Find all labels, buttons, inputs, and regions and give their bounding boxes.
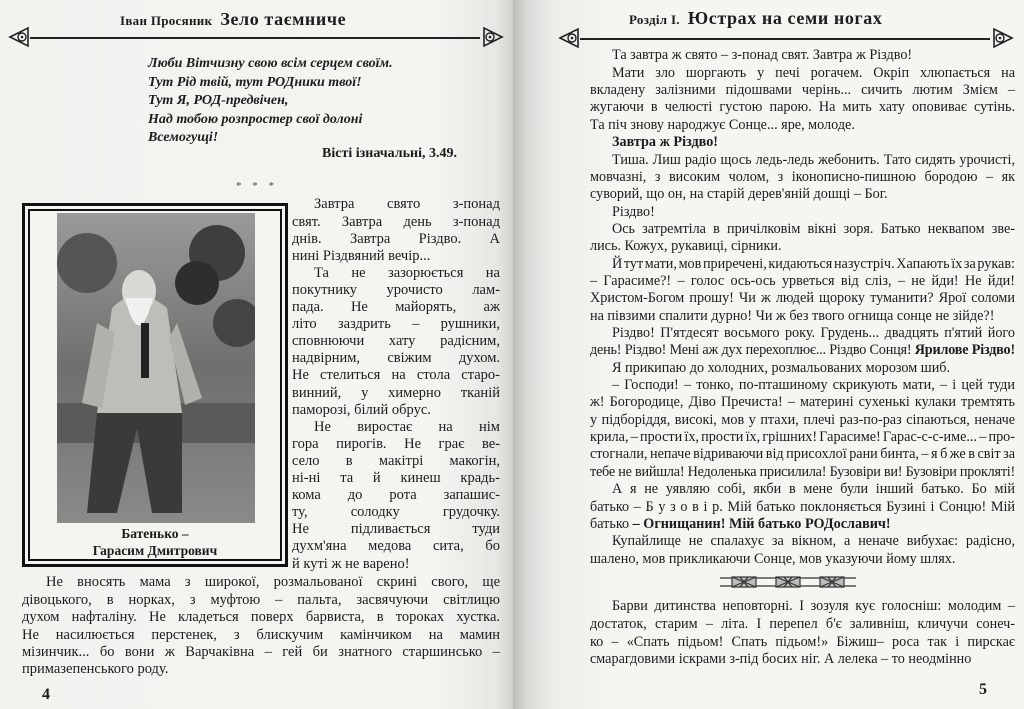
bold-text-run: – Огнищанин! Мій батько РОДославич! [632, 515, 891, 532]
text-line: мовчазні, з високим чолом, з іконописно-пишною бородою – як [590, 168, 1015, 185]
text-line: крила, – прости їх, прости їх, грішних! Гарасиме! Гарас-с-с-име... – про- [590, 429, 1015, 446]
header-chapter: Розділ І. [629, 12, 680, 27]
page-number: 5 [979, 681, 987, 698]
text-line: мізинчик... бо вони ж Варчаківна – гей би знатного старшинсько – [22, 644, 500, 660]
epigraph-line: Над тобою розпростер свої долоні [148, 111, 363, 127]
celtic-knot-ornament-icon [480, 26, 504, 48]
running-header [120, 9, 346, 30]
epigraph-source: Вісті ізначальні, 3.49. [322, 146, 457, 161]
bold-text-run: Ярилове Різдво! [914, 342, 1015, 359]
text-line [612, 134, 718, 151]
epigraph-line: Люби Вітчизну свою всім серцем своїм. [148, 56, 393, 71]
right-page [513, 0, 1024, 709]
text-line: Різдво! [612, 203, 655, 220]
text-line: Барви дитинства неповторні. І зозуля кує голосніш: молодим – [612, 598, 1015, 615]
text-line: покутнику урочисто лам- [292, 281, 500, 298]
text-line: лись. Кожух, рукавиці, сірники. [590, 238, 782, 255]
text-line: днів. Завтра Різдво. А [292, 230, 500, 247]
text-line [590, 342, 1015, 359]
text-line: Ось затремтіла в причілковім вікні зоря. Батько неквапом зве- [612, 220, 1015, 237]
section-separator: * * * [236, 180, 278, 192]
text-line: свят. Завтра день з-понад [292, 213, 500, 230]
photo-caption-line: Гарасим Дмитрович [92, 543, 218, 558]
text-line: село в макітрі макогін, [292, 452, 500, 469]
text-line: жугаючи в челюсті густою парою. На мить хату оповиває сутінь. [590, 99, 1015, 116]
text-line: шалено, мов прикликаючи Сонце, мов указуючи йому шлях. [590, 550, 956, 567]
text-line: Різдво! П'ятдесят восьмого року. Грудень... двадцять п'ятий його [612, 325, 1015, 341]
header-rule [580, 38, 990, 40]
text-line: нині Різдвяний вечір... [292, 247, 431, 264]
celtic-knot-ornament-icon [558, 27, 582, 49]
header-rule [30, 37, 480, 39]
text-line: достаток, старим – літа. І перепел б'є заливніш, кличучи сонеч- [590, 616, 1015, 632]
text-line: ж! Богородице, Діво Пречиста! – материні сухенькі кулаки тремтять [590, 394, 1015, 411]
text-line: суворий, що он, на старій дерев'яній дошці – Бог. [590, 186, 888, 203]
text-line: примазепенського роду. [22, 661, 169, 678]
page-number: 4 [42, 686, 50, 703]
text-line: Тиша. Лиш радіо щось ледь-ледь жебонить. Тато сидять урочисті, [612, 151, 1015, 168]
text-line: – Господи! – тонко, по-пташиному скрикують мати, – і цей туди [612, 377, 1015, 394]
text-line: тебе не вийшла! Недоленька присилила! Бузовіри ви! Бузовіри прокляті! [590, 463, 1016, 480]
text-line: дівоцького, в норках, з муфтою – пальта, засвячуючи світлицю [22, 591, 500, 608]
text-line: Не виростає на нім [314, 418, 500, 435]
text-line: на півзими спалити дурно! Чи ж без твого огнища сонце не зійде?! [590, 307, 995, 324]
text-line: у підборіддя, високі, мов у птахи, плечі раз-по-раз сіпаються, неначе [590, 411, 1015, 428]
text-line: паморозі, білий обрус. [292, 401, 431, 418]
text-line: вкладену залізними підошвами черінь... сичить лютим Змієм – [590, 82, 1015, 99]
text-line: Не стелиться на стола старо- [292, 367, 500, 384]
text-line [590, 516, 891, 533]
text-line: сповнюючи хату радісним, [292, 333, 500, 350]
running-header [629, 8, 882, 29]
celtic-knot-ornament-icon [8, 26, 32, 48]
epigraph-line: Всемогущі! [148, 130, 219, 145]
text-line: Мати зло шоргають у печі рогачем. Окріп хлюпається на [612, 64, 1015, 81]
header-book-title: Зело таємниче [220, 9, 347, 29]
text-line: надвірним, свіжим духом. [292, 350, 500, 367]
text-line: Та завтра ж свято – з-понад свят. Завтра ж Різдво! [612, 47, 913, 64]
text-line: Й тут мати, мов приречені, кидаються назустріч. Хапають їх за рукав: [612, 255, 1015, 272]
text-line: Купайлище не спалахує за вікном, а неначе вибухає: радісно, [612, 533, 1015, 550]
epigraph-line: Тут Рід твій, тут РОДники твої! [148, 74, 362, 90]
text-line: гора пирогів. Не грає ве- [292, 435, 500, 452]
portrait-photo [57, 213, 255, 523]
text-line: й куті ж не варено! [292, 555, 410, 572]
text-line: літо заздрить – рушники, [292, 316, 500, 333]
text-line: кома до рота запашис- [292, 487, 500, 504]
header-author: Іван Просяник [120, 13, 213, 28]
text-line: ко – «Спать підьом! Спать підьом!» Біжиш– роса так і пирскає [590, 633, 1015, 650]
text-line: Не вносять мама з широкої, розмальованої скрині свого, ще [46, 574, 500, 591]
photo-caption-line: Батенько – [121, 526, 189, 541]
text-line: винний, у химерно тканій [292, 384, 500, 401]
text-line: А я не уявляю собі, якби в мене були інший батько. Бо мій [612, 481, 1015, 498]
celtic-knot-ornament-icon [990, 27, 1014, 49]
text-line: Не насилюється перстенек, з блискучим камінчиком на мамин [22, 626, 500, 643]
text-line: смарагдовими іскрами з-під босих ніг. А лелека – то неодмінно [590, 651, 972, 668]
text-line: духм'яна медова сита, бо [292, 538, 500, 555]
text-line: батько – Б у з о в і р. Мій батько поклоняється Бузині і Сонцю! Мій [590, 498, 1015, 515]
bold-text-run: Завтра ж Різдво! [612, 134, 719, 151]
text-line: Я прикипаю до холодних, розмальованих морозом шиб. [612, 359, 951, 376]
text-line: ні-ні та й кинеш крадь- [292, 470, 500, 486]
text-line: Та не зазорюється на [314, 264, 500, 281]
text-line: Та піч знову народжує Сонце... яре, молоде. [590, 116, 855, 133]
text-line: духом нафталіну. Не кладеться поверх барвиста, в тороках хустка. [22, 609, 500, 626]
text-line: Завтра свято з-понад [314, 196, 500, 213]
text-line: Христом-Богом прошу! Чи ж людей щороку туманити? Ярої соломи [590, 290, 1015, 307]
text-line: – Гарасиме?! – голос ось-ось урветься від сліз, – не йди! Не йди! [590, 272, 1015, 289]
text-line: пада. Не майорять, аж [292, 299, 500, 315]
text-line: Не підливається туди [292, 521, 500, 538]
text-run: батько [590, 515, 633, 532]
text-line: стогнали, непаче відриваючи від присохлої рани бинта, – я б же в світ за [590, 446, 1015, 463]
text-run: день! Різдво! Мені аж дух перехоплює... Різдво Сонця! [590, 342, 915, 359]
braid-ornament-divider [720, 575, 856, 589]
text-line: ту, солодку грудочку. [292, 504, 500, 521]
photo-frame [22, 203, 288, 567]
epigraph-line: Тут Я, РОД-предвічен, [148, 93, 289, 108]
header-chapter-title: Юстрах на семи ногах [687, 8, 883, 28]
